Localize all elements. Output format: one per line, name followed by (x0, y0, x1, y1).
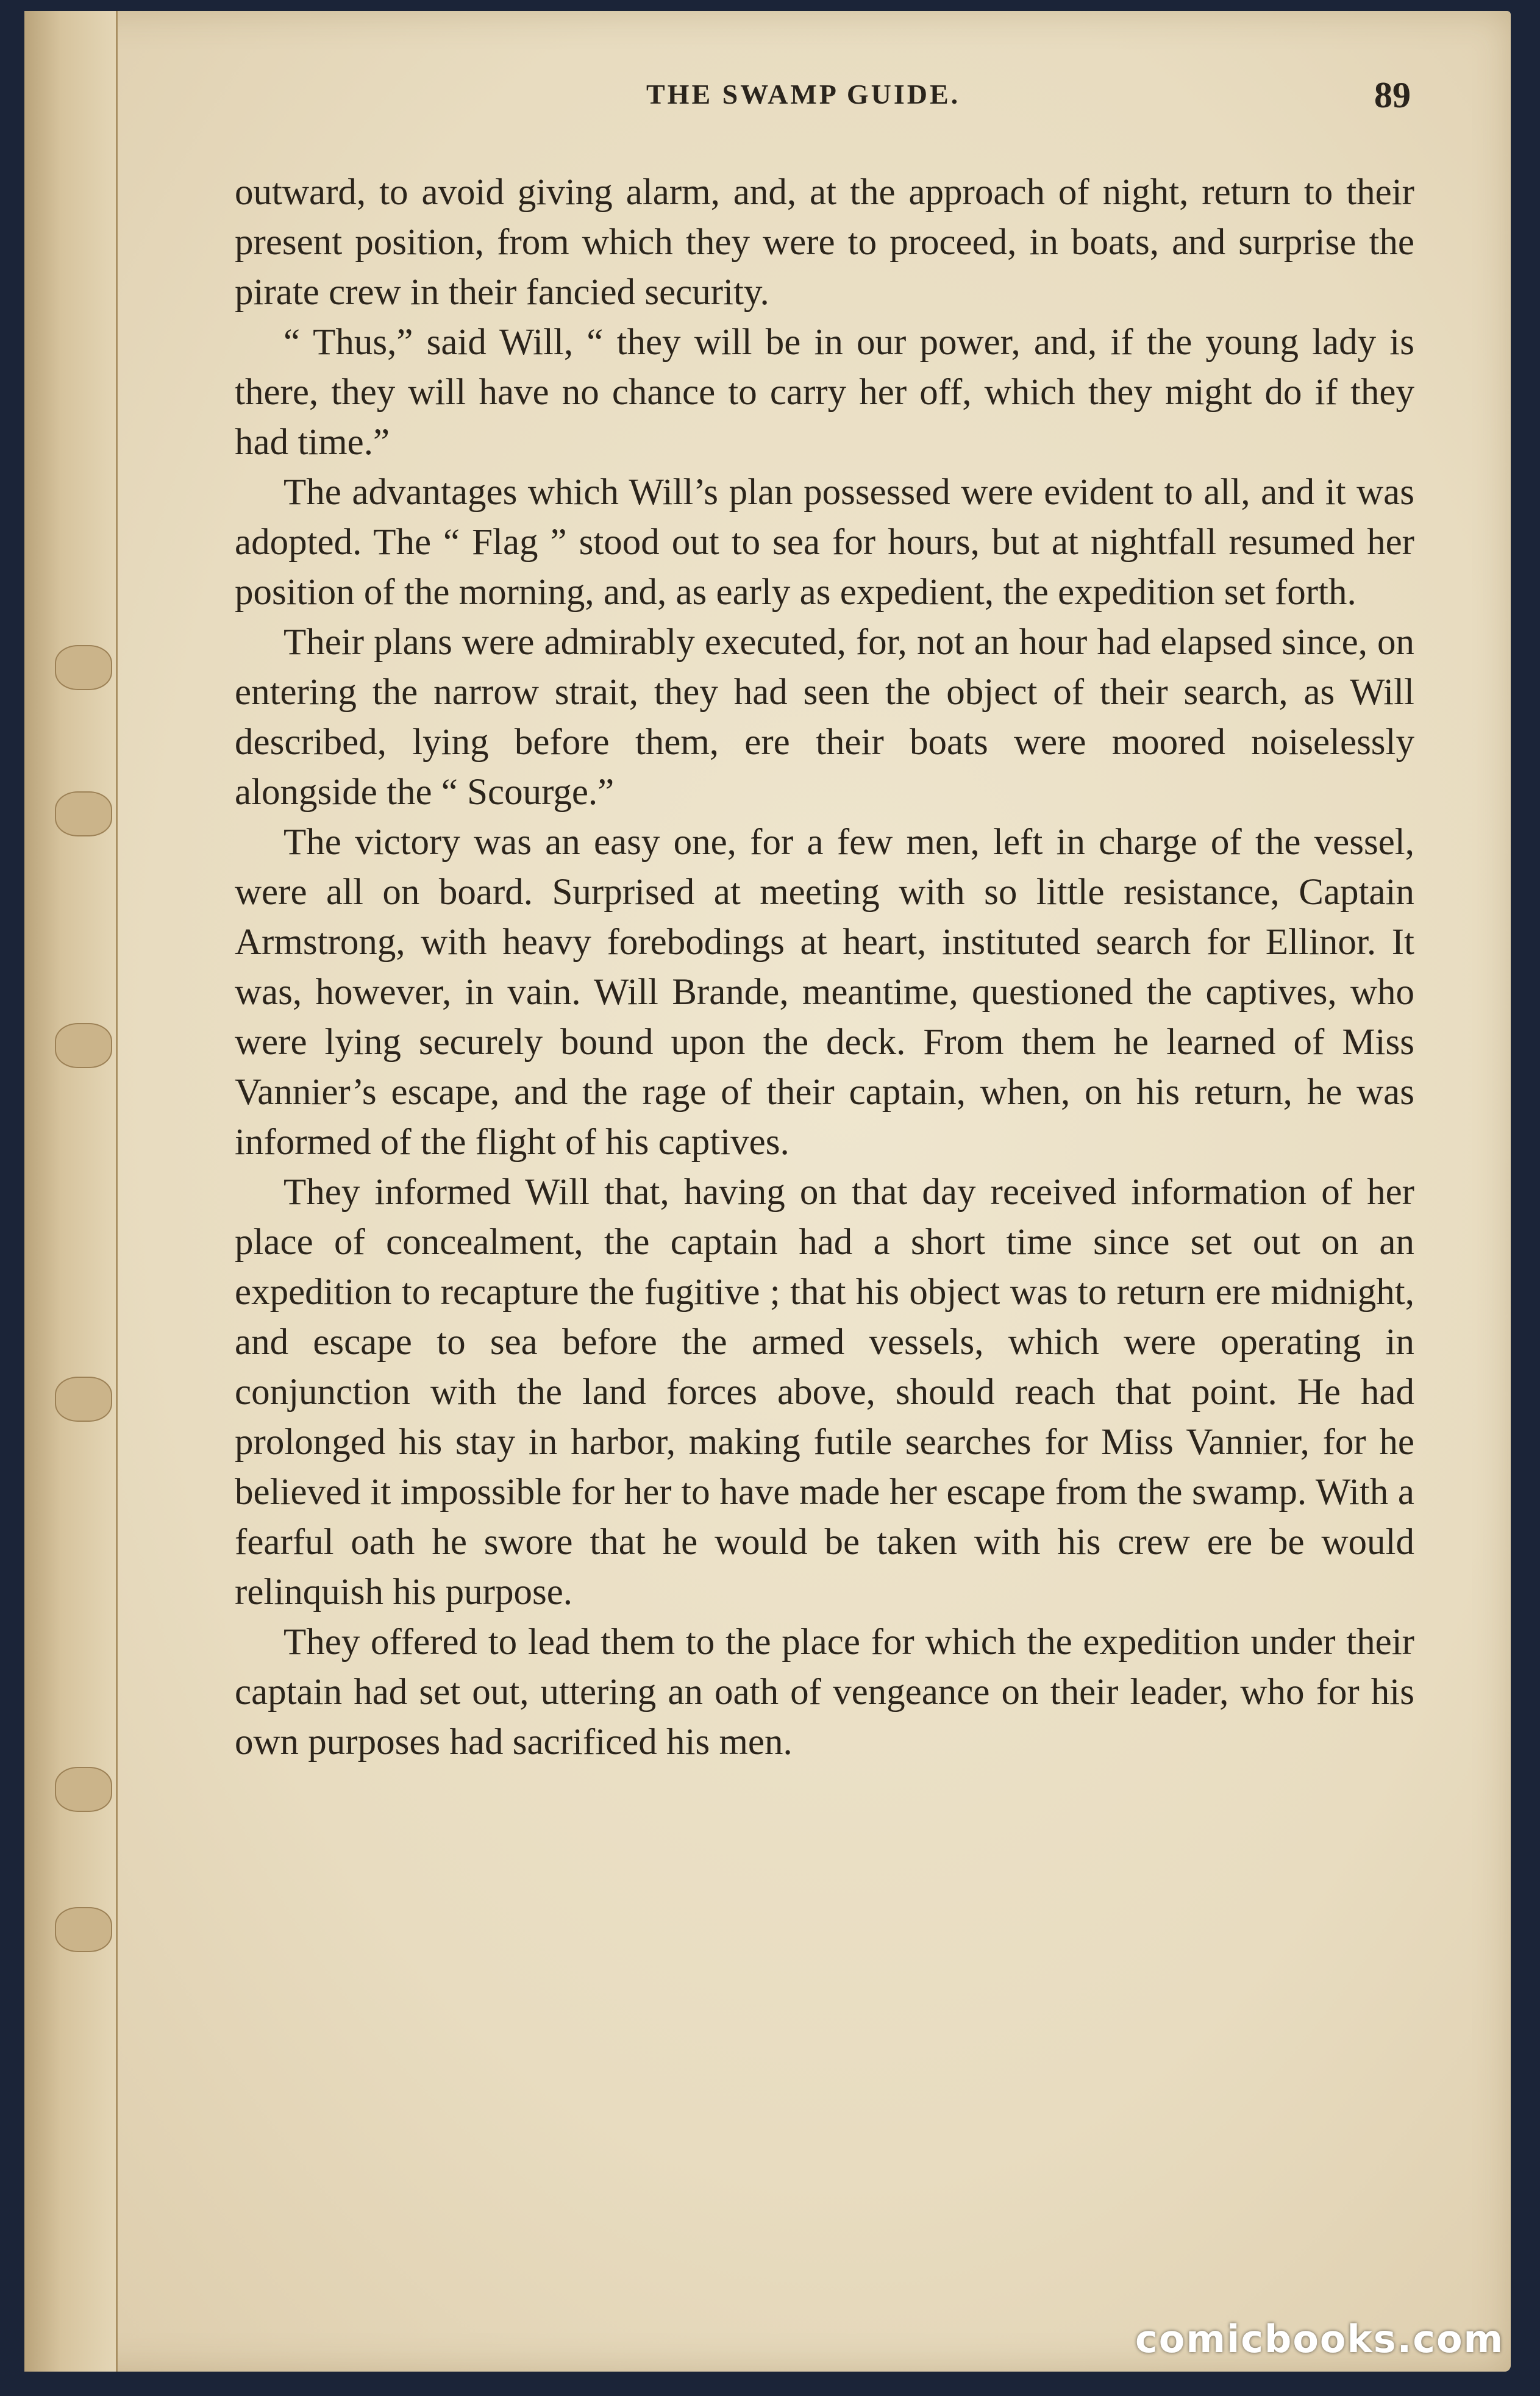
paragraph: The victory was an easy one, for a few men, left in charge of the vessel, were all on board. Surprised at meeting with so little resistance, Captain Armstrong, with heavy forebodings at heart, instituted search for Ellinor. It was, however, in vain. Will Brande, meantime, questioned the captives, who were lying securely bound upon the deck. From them he learned of Miss Vannier’s escape, and the rage of their captain, when, on his return, he was informed of the flight of his captives. (235, 822, 1414, 1163)
body-text (235, 168, 1414, 1767)
stitch-hole (55, 1023, 112, 1068)
watermark: comicbooks.com (1135, 2317, 1505, 2361)
paragraph: They offered to lead them to the place for which the expedition under their captain had set out, uttering an oath of vengeance on their leader, who for his own purposes had sacrificed his men. (235, 1622, 1414, 1763)
book-spine (24, 11, 118, 2372)
stitch-hole (55, 645, 112, 690)
stitch-hole (55, 791, 112, 836)
paragraph: Their plans were admirably executed, for, not an hour had elapsed since, on entering the narrow strait, they had seen the object of their search, as Will described, lying before them, ere their boats were moored noiselessly alongside the “ Scourge.” (235, 622, 1414, 813)
paragraph: The advantages which Will’s plan possessed were evident to all, and it was adopted. The “ Flag ” stood out to sea for hours, but at nightfall resumed her position of the morning, and, as early as expedient, the expedition set forth. (235, 472, 1414, 613)
stitch-hole (55, 1377, 112, 1422)
running-head: THE SWAMP GUIDE. (646, 79, 961, 110)
page-number: 89 (1374, 75, 1411, 115)
paragraph: They informed Will that, having on that day received information of her place of concealment, the captain had a short time since set out on an expedition to recapture the fugitive ; that his object was to return ere midnight, and escape to sea before the armed vessels, which were operating in conjunction with the land forces above, should reach that point. He had prolonged his stay in harbor, making futile searches for Miss Vannier, for he believed it impossible for her to have made her escape from the swamp. With a fearful oath he swore that he would be taken with his crew ere be would relinquish his purpose. (235, 1172, 1414, 1613)
paragraph: outward, to avoid giving alarm, and, at the approach of night, return to their present position, from which they were to proceed, in boats, and surprise the pirate crew in their fancied security. (235, 172, 1414, 313)
paragraph: “ Thus,” said Will, “ they will be in our power, and, if the young lady is there, they will have no chance to carry her off, which they might do if they had time.” (235, 322, 1414, 463)
stitch-hole (55, 1907, 112, 1952)
stitch-hole (55, 1767, 112, 1812)
